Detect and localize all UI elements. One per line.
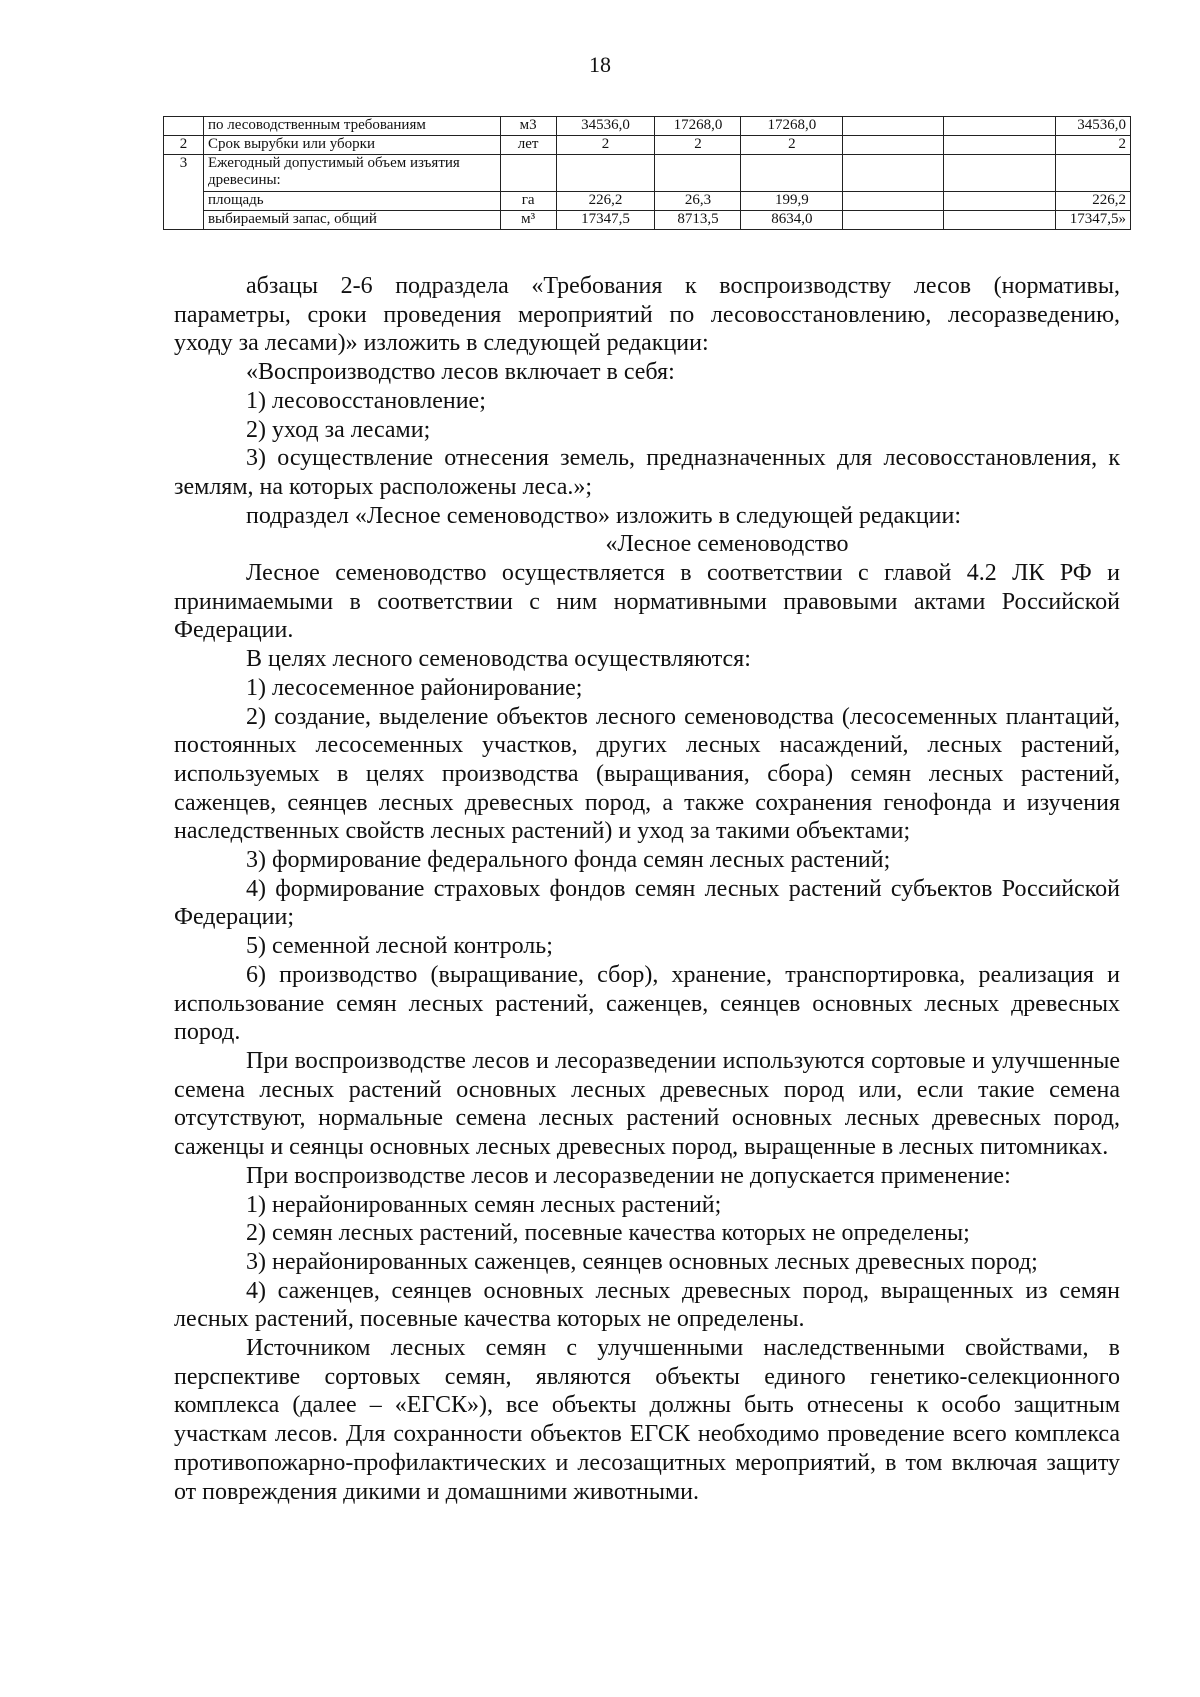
list-item: 2) семян лесных растений, посевные качества которых не определены; bbox=[246, 1220, 970, 1247]
row-name: по лесоводственным требованиям bbox=[203, 117, 500, 136]
row-value bbox=[944, 211, 1056, 230]
paragraph: Источником лесных семян с улучшенными наследственными свойствами, в перспективе сортовых семян, являются объекты единого генетико-селекционного комплекса (далее – «ЕГСК»), все объекты должны быть отнесены к особо защитным участкам лесов. Для сохранности объектов ЕГСК необходимо проведение всего комплекса противопожарно-профилактических и лесозащитных мероприятий, в том включая защиту от повреждения дикими и домашними животными. bbox=[174, 1335, 1120, 1505]
row-number: 3 bbox=[164, 155, 204, 230]
list-item: 6) производство (выращивание, сбор), хранение, транспортировка, реализация и использование семян лесных растений, саженцев, сеянцев основных лесных древесных пород. bbox=[174, 961, 1120, 1046]
page-number: 18 bbox=[589, 52, 611, 77]
row-value bbox=[655, 155, 741, 192]
list-item: 4) формирование страховых фондов семян лесных растений субъектов Российской Федерации; bbox=[174, 875, 1120, 931]
row-value: 17268,0 bbox=[741, 117, 843, 136]
list-item: 3) нерайонированных саженцев, сеянцев основных лесных древесных пород; bbox=[246, 1248, 1038, 1275]
row-value: 2 bbox=[741, 136, 843, 155]
row-value: 2 bbox=[556, 136, 655, 155]
table-row bbox=[164, 211, 1131, 230]
list-item: 1) нерайонированных семян лесных растений; bbox=[246, 1191, 722, 1218]
list-item: 2) создание, выделение объектов лесного семеноводства (лесосеменных плантаций, постоянных лесосеменных участков, других лесных насаждений, лесных растений, используемых в целях производства (выращивания, сбора) семян лесных растений, саженцев, сеянцев лесных древесных пород, а также сохранения генофонда и изучения наследственных свойств лесных растений) и уход за такими объектами; bbox=[174, 703, 1120, 845]
list-item: 3) формирование федерального фонда семян лесных растений; bbox=[246, 847, 891, 874]
row-value: 226,2 bbox=[556, 192, 655, 211]
row-name: Ежегодный допустимый объем изъятия древесины: bbox=[203, 155, 500, 192]
row-total: 2 bbox=[1055, 136, 1130, 155]
list-item: 1) лесовосстановление; bbox=[246, 387, 486, 414]
row-value: 34536,0 bbox=[556, 117, 655, 136]
row-value: 17268,0 bbox=[655, 117, 741, 136]
row-unit: м3 bbox=[500, 117, 556, 136]
row-value bbox=[843, 211, 944, 230]
row-value bbox=[944, 136, 1056, 155]
row-total: 34536,0 bbox=[1055, 117, 1130, 136]
row-value: 2 bbox=[655, 136, 741, 155]
row-value bbox=[843, 192, 944, 211]
row-value bbox=[843, 155, 944, 192]
row-number: 2 bbox=[164, 136, 204, 155]
paragraph: подраздел «Лесное семеноводство» изложить в следующей редакции: bbox=[246, 502, 962, 529]
list-item: 4) саженцев, сеянцев основных лесных древесных пород, выращенных из семян лесных растений, посевные качества которых не определены. bbox=[174, 1277, 1120, 1333]
row-total bbox=[1055, 155, 1130, 192]
document-body bbox=[174, 272, 1120, 1506]
row-unit: лет bbox=[500, 136, 556, 155]
row-name: выбираемый запас, общий bbox=[203, 211, 500, 230]
table-row bbox=[164, 117, 1131, 136]
row-value bbox=[944, 155, 1056, 192]
row-value: 199,9 bbox=[741, 192, 843, 211]
list-item: 1) лесосеменное районирование; bbox=[246, 674, 583, 701]
paragraph: абзацы 2-6 подраздела «Требования к воспроизводству лесов (нормативы, параметры, сроки проведения мероприятий по лесовосстановлению, лесоразведению, уходу за лесами)» изложить в следующей редакции: bbox=[174, 273, 1120, 357]
row-value bbox=[556, 155, 655, 192]
paragraph: В целях лесного семеноводства осуществляются: bbox=[246, 646, 751, 673]
table-row bbox=[164, 192, 1131, 211]
row-value: 8713,5 bbox=[655, 211, 741, 230]
row-number bbox=[164, 117, 204, 136]
row-total: 226,2 bbox=[1055, 192, 1130, 211]
row-value bbox=[843, 117, 944, 136]
table-row bbox=[164, 155, 1131, 192]
row-value: 17347,5 bbox=[556, 211, 655, 230]
paragraph: Лесное семеноводство осуществляется в соответствии с главой 4.2 ЛК РФ и принимаемыми в соответствии с ним нормативными правовыми актами Российской Федерации. bbox=[174, 560, 1120, 644]
paragraph: При воспроизводстве лесов и лесоразведении не допускается применение: bbox=[246, 1162, 1011, 1189]
row-value bbox=[843, 136, 944, 155]
row-value bbox=[944, 117, 1056, 136]
list-item: 5) семенной лесной контроль; bbox=[246, 933, 553, 960]
row-value: 8634,0 bbox=[741, 211, 843, 230]
row-name: Срок вырубки или уборки bbox=[203, 136, 500, 155]
list-item: 3) осуществление отнесения земель, предназначенных для лесовосстановления, к землям, на которых расположены леса.»; bbox=[174, 445, 1120, 500]
row-unit: м³ bbox=[500, 211, 556, 230]
row-unit bbox=[500, 155, 556, 192]
section-heading: «Лесное семеноводство bbox=[605, 531, 849, 558]
row-unit: га bbox=[500, 192, 556, 211]
table-row bbox=[164, 136, 1131, 155]
forest-volume-table bbox=[163, 116, 1131, 230]
paragraph: «Воспроизводство лесов включает в себя: bbox=[246, 359, 675, 386]
row-value: 26,3 bbox=[655, 192, 741, 211]
row-value bbox=[944, 192, 1056, 211]
row-name: площадь bbox=[203, 192, 500, 211]
row-total: 17347,5» bbox=[1055, 211, 1130, 230]
paragraph: При воспроизводстве лесов и лесоразведении используются сортовые и улучшенные семена лесных растений основных лесных древесных пород или, если такие семена отсутствуют, нормальные семена лесных растений основных лесных древесных пород, саженцы и сеянцы основных лесных древесных пород, выращенные в лесных питомниках. bbox=[174, 1047, 1120, 1161]
list-item: 2) уход за лесами; bbox=[246, 416, 431, 443]
row-value bbox=[741, 155, 843, 192]
